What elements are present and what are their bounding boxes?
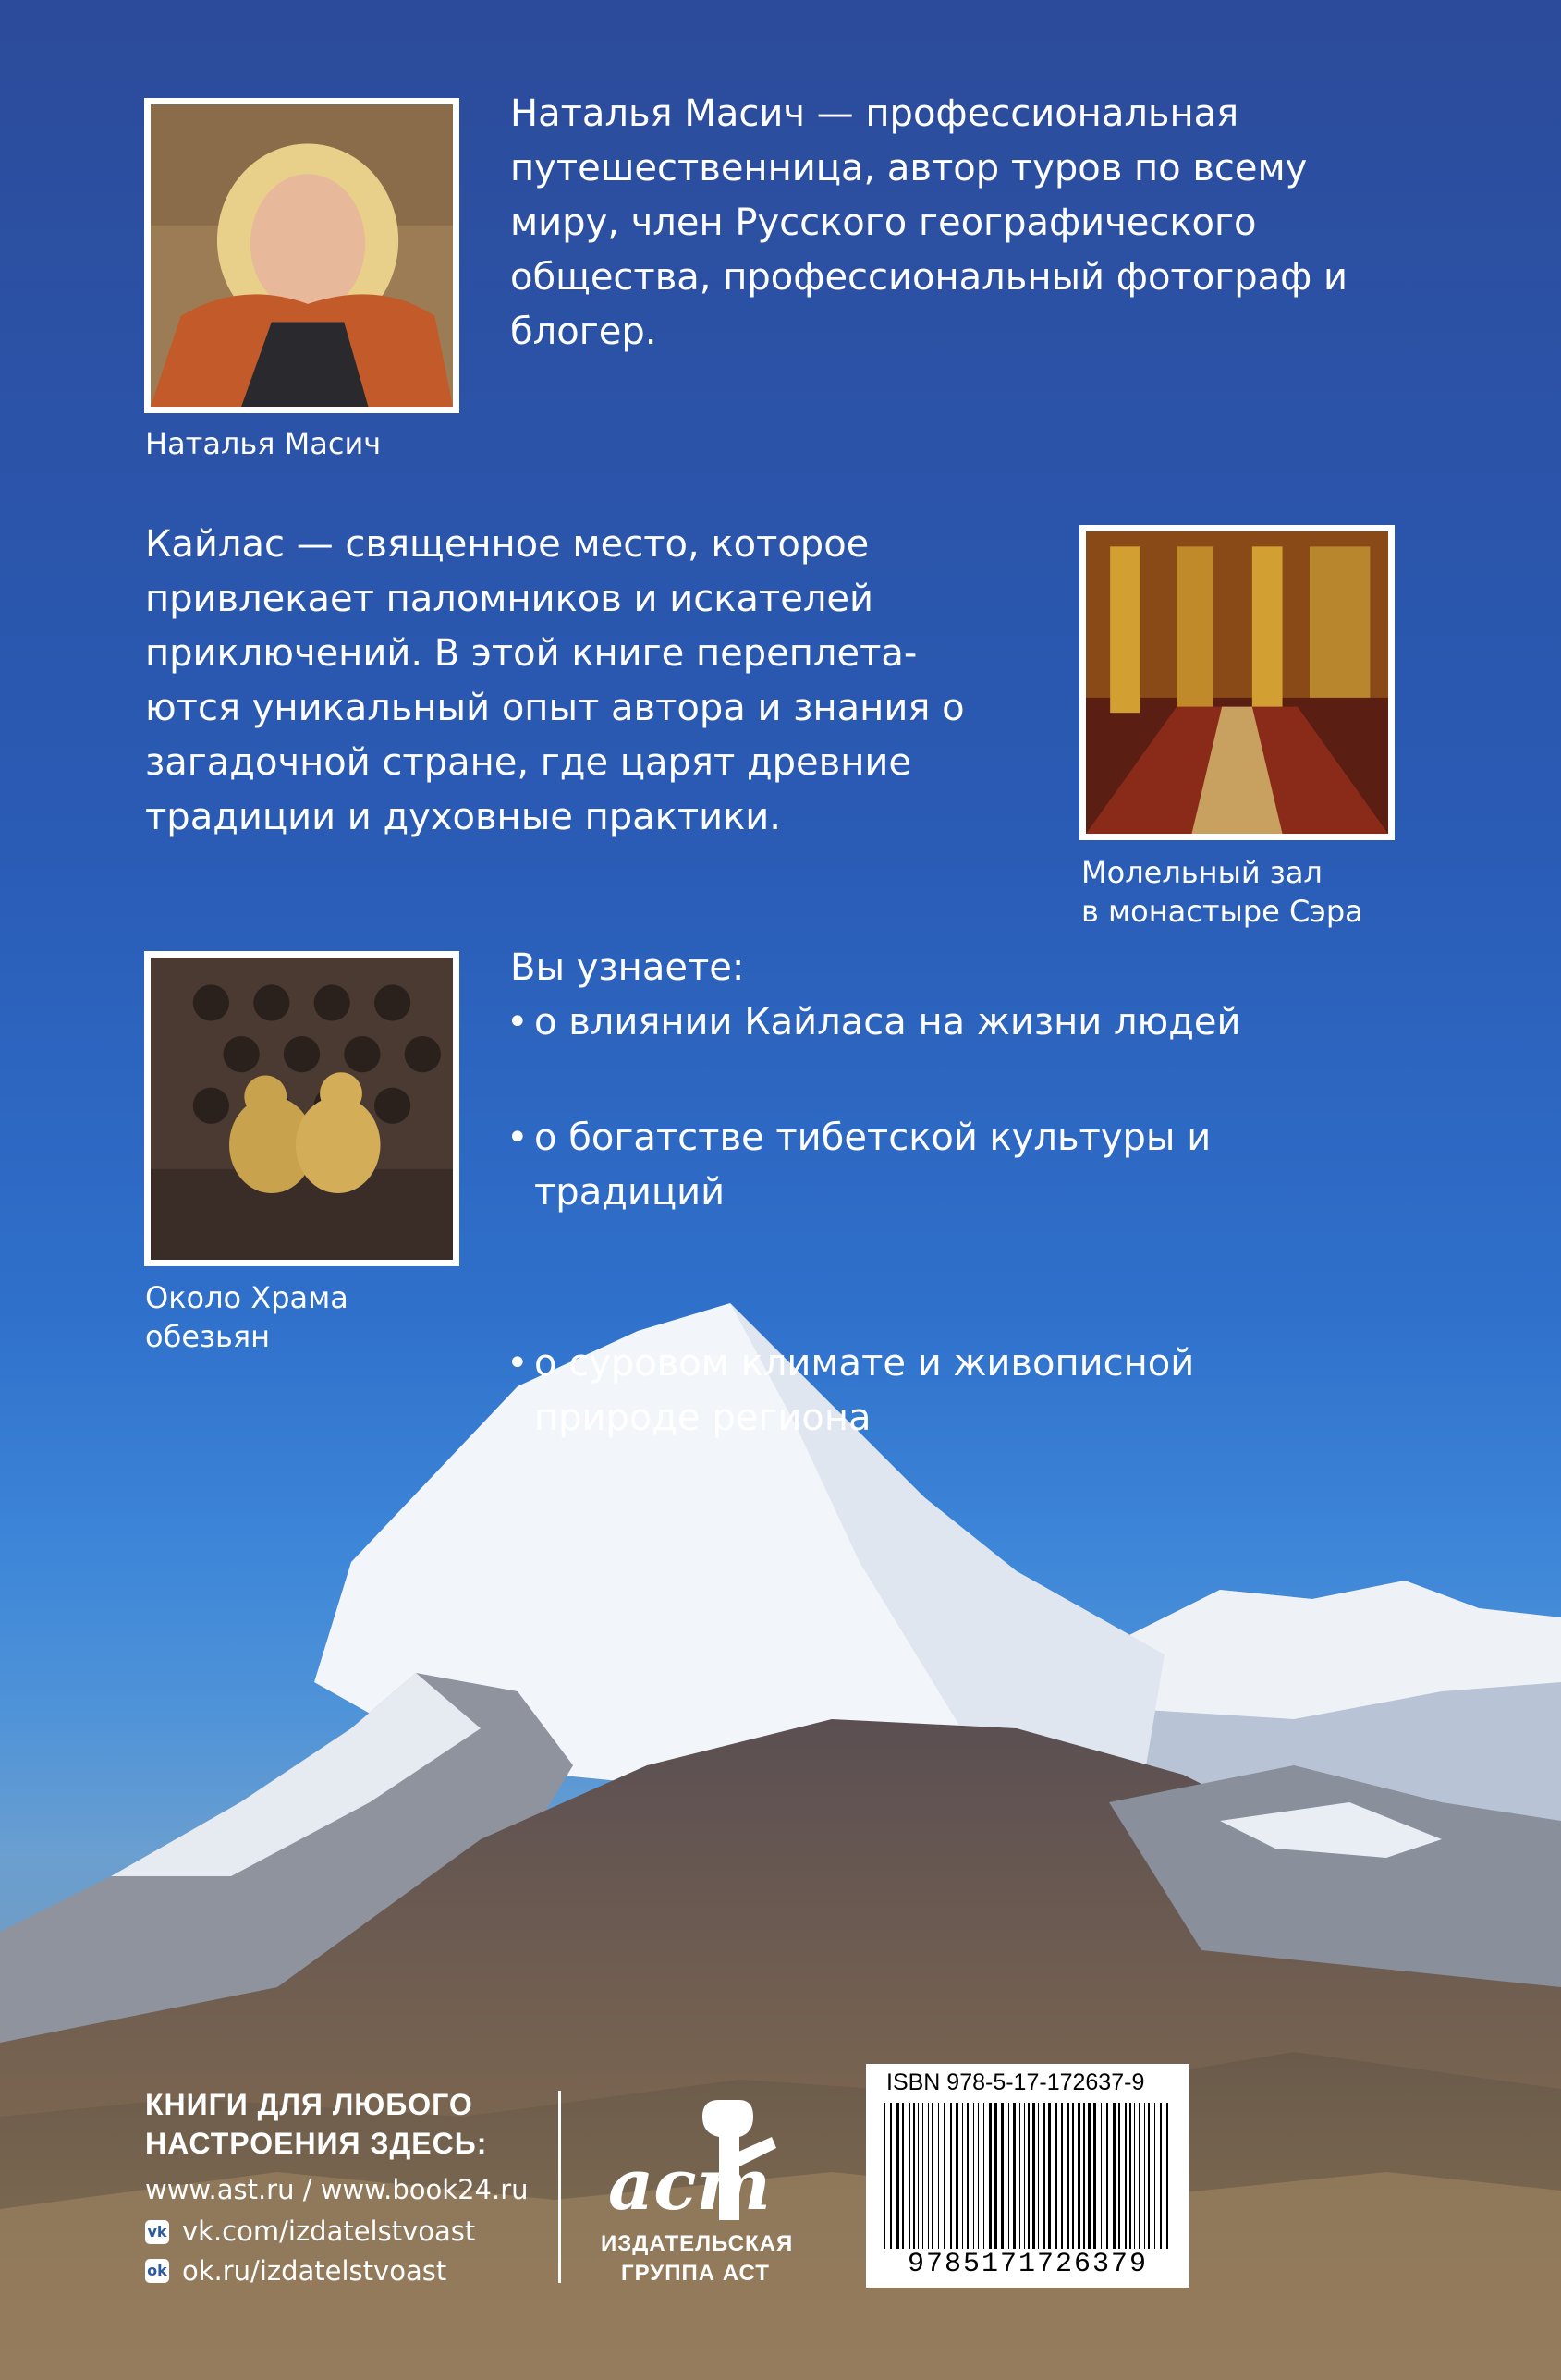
barcode-bar xyxy=(918,2103,919,2249)
barcode-bar xyxy=(1125,2103,1127,2249)
learn-item: • о влиянии Кайласа на жизни людей xyxy=(506,995,1366,1050)
barcode-bar xyxy=(956,2103,958,2249)
barcode-bar xyxy=(973,2103,974,2249)
barcode-bar xyxy=(967,2103,969,2249)
isbn-barcode xyxy=(866,2064,1189,2288)
monkeys-caption-2: обезьян xyxy=(145,1319,271,1354)
barcode-bar xyxy=(994,2103,997,2249)
barcode-bar xyxy=(1118,2103,1120,2249)
barcode-bar xyxy=(1032,2103,1035,2249)
monkeys-photo xyxy=(144,951,459,1266)
barcode-bar xyxy=(902,2103,904,2249)
footer-slogan-1: КНИГИ ДЛЯ ЛЮБОГО xyxy=(145,2088,473,2121)
footer-sites-link[interactable]: www.ast.ru / www.book24.ru xyxy=(145,2174,529,2205)
barcode-bar xyxy=(1008,2103,1009,2249)
barcode-bar xyxy=(1055,2103,1057,2249)
barcode-bar xyxy=(909,2103,910,2249)
author-photo-caption: Наталья Масич xyxy=(145,426,382,461)
isbn-digits: 9785171726379 xyxy=(907,2249,1149,2280)
barcode-bar xyxy=(1061,2103,1063,2249)
barcode-bar xyxy=(1139,2103,1140,2249)
barcode-bar xyxy=(932,2103,933,2249)
barcode-bar xyxy=(913,2103,915,2249)
barcode-bar xyxy=(944,2103,945,2249)
footer-slogan-2: НАСТРОЕНИЯ ЗДЕСЬ: xyxy=(145,2127,488,2160)
barcode-bar xyxy=(1088,2103,1091,2249)
barcode-bar xyxy=(1148,2103,1150,2249)
barcode-bar xyxy=(1067,2103,1069,2249)
vk-icon: vk xyxy=(145,2220,169,2244)
footer-vk-link[interactable]: vk.com/izdatelstvoast xyxy=(182,2215,476,2247)
publisher-logo xyxy=(601,2091,786,2229)
barcode-bar xyxy=(989,2103,992,2249)
learn-heading: Вы узнаете: xyxy=(510,946,745,989)
barcode-bar xyxy=(1083,2103,1085,2249)
barcode-bar xyxy=(1024,2103,1025,2249)
footer-ok-link[interactable]: ok.ru/izdatelstvoast xyxy=(182,2255,447,2287)
barcode-bar xyxy=(884,2103,885,2249)
author-photo xyxy=(144,98,459,413)
svg-text:аст: аст xyxy=(608,2143,771,2226)
barcode-bar xyxy=(922,2103,923,2249)
barcode-bar xyxy=(1028,2103,1030,2249)
barcode-bar xyxy=(896,2103,899,2249)
barcode-bars xyxy=(884,2103,1171,2249)
barcode-bar xyxy=(1048,2103,1051,2249)
barcode-bar xyxy=(1038,2103,1039,2249)
learn-item: • о суровом климате и живописной природе региона xyxy=(506,1336,1329,1446)
barcode-bar xyxy=(978,2103,979,2249)
publisher-name-1: ИЗДАТЕЛЬСКАЯ xyxy=(601,2231,794,2256)
barcode-bar xyxy=(983,2103,984,2249)
barcode-bar xyxy=(1101,2103,1102,2249)
barcode-bar xyxy=(1043,2103,1045,2249)
barcode-bar xyxy=(950,2103,952,2249)
barcode-bar xyxy=(938,2103,939,2249)
barcode-bar xyxy=(1072,2103,1074,2249)
footer-divider xyxy=(558,2091,561,2283)
monkeys-caption-1: Около Храма xyxy=(145,1280,348,1315)
barcode-bar xyxy=(1166,2103,1168,2249)
ok-icon: ok xyxy=(145,2259,169,2283)
barcode-bar xyxy=(1019,2103,1020,2249)
barcode-bar xyxy=(1154,2103,1155,2249)
learn-item: • о богатстве тибетской культуры и традиций xyxy=(506,1111,1255,1220)
barcode-bar xyxy=(890,2103,892,2249)
barcode-bar xyxy=(962,2103,963,2249)
isbn-label: ISBN 978-5-17-172637-9 xyxy=(886,2069,1145,2095)
prayer-hall-caption-1: Молельный зал xyxy=(1081,855,1323,890)
book-description: Кайлас — священное место, которое привлекает паломников и искателей приключений. В этой книге переплета-ются уникальный опыт автора и знания о загадочной стране, где царят древние традиции и духовные практики. xyxy=(145,523,965,838)
barcode-bar xyxy=(1001,2103,1004,2249)
prayer-hall-caption-2: в монастыре Сэра xyxy=(1081,894,1363,929)
barcode-bar xyxy=(1093,2103,1096,2249)
barcode-bar xyxy=(1106,2103,1108,2249)
barcode-bar xyxy=(1144,2103,1145,2249)
prayer-hall-photo xyxy=(1079,525,1395,840)
author-bio: Наталья Масич — профессиональная путешественница, автор туров по всему миру, член Русского географического общества, профессиональный фотограф и блогер. xyxy=(510,92,1348,353)
barcode-bar xyxy=(1113,2103,1116,2249)
barcode-bar xyxy=(1129,2103,1131,2249)
publisher-name-2: ГРУППА АСТ xyxy=(621,2261,770,2286)
barcode-bar xyxy=(1134,2103,1135,2249)
barcode-bar xyxy=(1013,2103,1016,2249)
barcode-bar xyxy=(928,2103,929,2249)
barcode-bar xyxy=(1078,2103,1080,2249)
barcode-bar xyxy=(1160,2103,1162,2249)
